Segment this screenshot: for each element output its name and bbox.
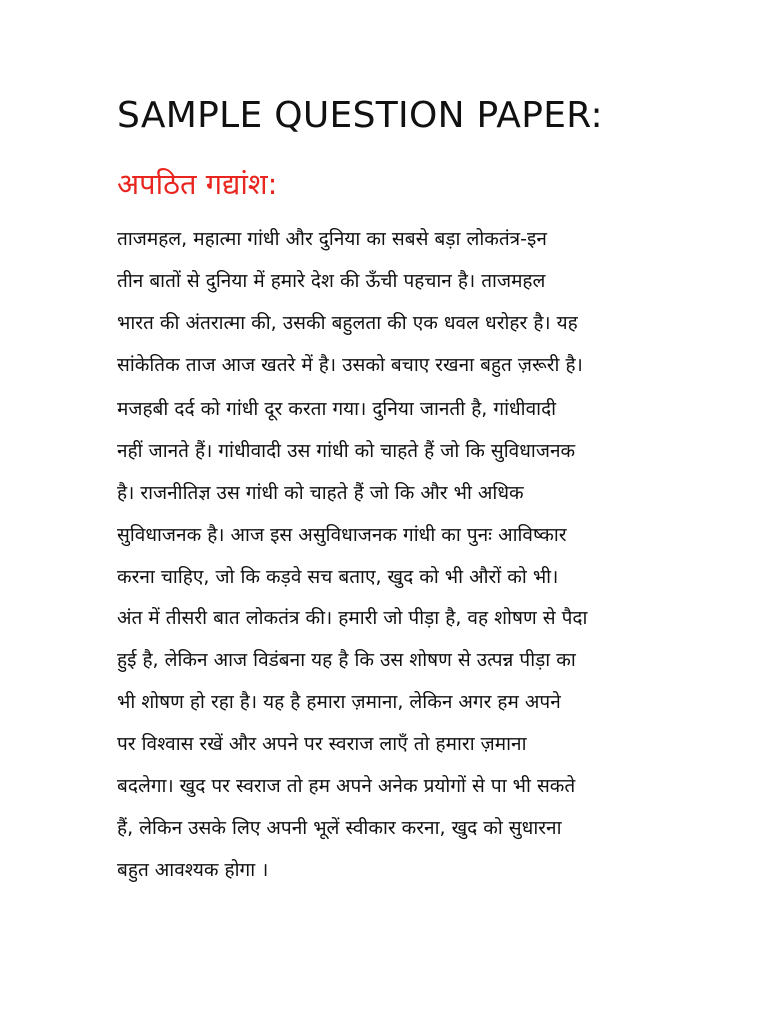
paragraph-line: पर विश्वास रखें और अपने पर स्वराज लाएँ तो हमारा ज़माना xyxy=(117,733,527,755)
paragraph-line: है। राजनीतिज्ञ उस गांधी को चाहते हैं जो कि और भी अधिक xyxy=(117,482,524,504)
paragraph-line: हैं, लेकिन उसके लिए अपनी भूलें स्वीकार करना, खुद को सुधारना xyxy=(117,817,562,839)
page-title: SAMPLE QUESTION PAPER: xyxy=(117,95,603,136)
paragraph-line: तीन बातों से दुनिया में हमारे देश की ऊँची पहचान है। ताजमहल xyxy=(117,270,546,292)
paragraph-line: ताजमहल, महात्मा गांधी और दुनिया का सबसे बड़ा लोकतंत्र-इन xyxy=(117,228,547,250)
section-heading: अपठित गद्यांश: xyxy=(117,167,278,201)
paragraph-line: करना चाहिए, जो कि कड़वे सच बताए, खुद को भी औरों को भी। xyxy=(117,566,559,588)
paragraph-line: सांकेतिक ताज आज खतरे में है। उसको बचाए रखना बहुत ज़रूरी है। xyxy=(117,354,583,376)
paragraph-line: हुई है, लेकिन आज विडंबना यह है कि उस शोषण से उत्पन्न पीड़ा का xyxy=(117,649,576,671)
paragraph-line: बदलेगा। खुद पर स्वराज तो हम अपने अनेक प्रयोगों से पा भी सकते xyxy=(117,775,576,797)
paragraph-line: बहुत आवश्यक होगा । xyxy=(117,859,269,881)
paragraph-line: नहीं जानते हैं। गांधीवादी उस गांधी को चाहते हैं जो कि सुविधाजनक xyxy=(117,440,576,462)
paragraph-line: अंत में तीसरी बात लोकतंत्र की। हमारी जो पीड़ा है, वह शोषण से पैदा xyxy=(117,607,588,629)
paragraph-3 xyxy=(117,597,677,891)
paragraph-line: भी शोषण हो रहा है। यह है हमारा ज़माना, लेकिन अगर हम अपने xyxy=(117,691,561,713)
paragraph-line: सुविधाजनक है। आज इस असुविधाजनक गांधी का पुनः आविष्कार xyxy=(117,524,567,546)
paragraph-line: मजहबी दर्द को गांधी दूर करता गया। दुनिया जानती है, गांधीवादी xyxy=(117,398,557,420)
paragraph-1 xyxy=(117,218,677,386)
paragraph-line: भारत की अंतरात्मा की, उसकी बहुलता की एक धवल धरोहर है। यह xyxy=(117,312,578,334)
paragraph-2 xyxy=(117,388,677,598)
